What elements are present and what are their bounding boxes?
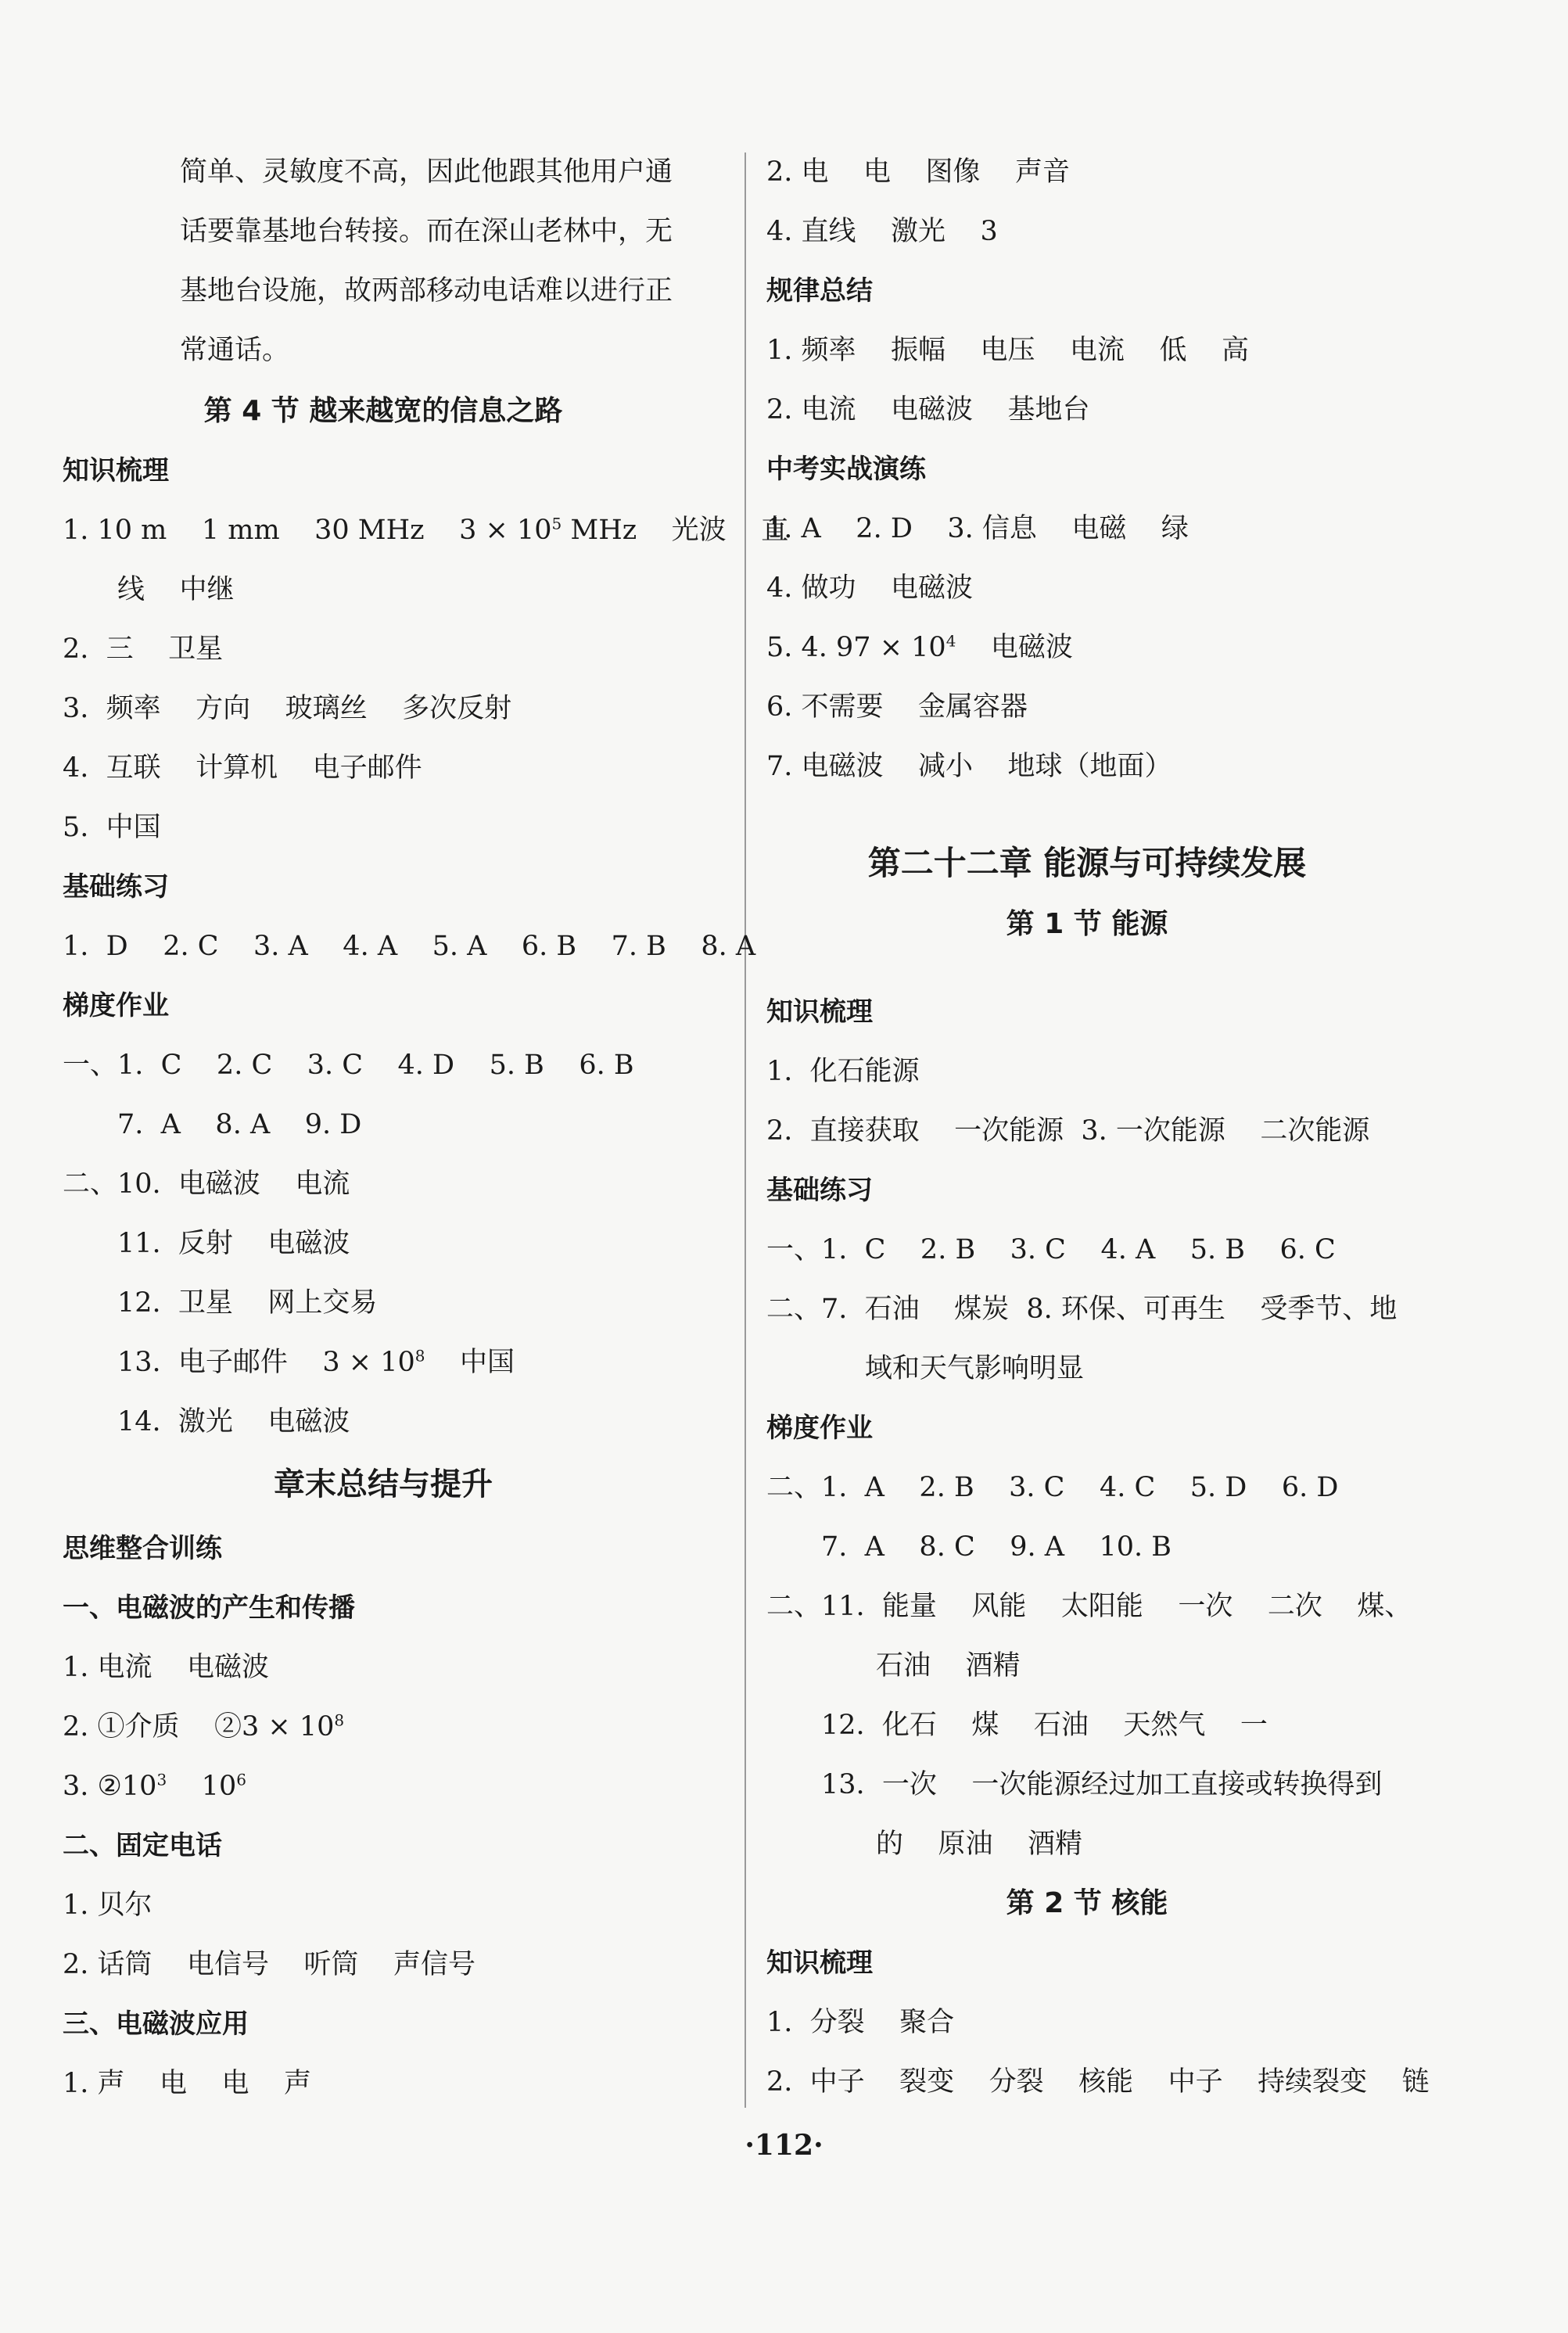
answer-line: 石油 酒精 [876, 1650, 1021, 1682]
subheading-topic: 二、固定电话 [63, 1830, 222, 1861]
answer-line: 的 原油 酒精 [876, 1829, 1083, 1860]
page-number: ·112· [745, 2129, 823, 2162]
subheading-gradient: 梯度作业 [63, 990, 169, 1021]
answer-line: 1. 电流 电磁波 [63, 1652, 270, 1683]
answer-line: 2. 中子 裂变 分裂 核能 中子 持续裂变 链 [766, 2066, 1430, 2098]
summary-title: 章末总结与提升 [274, 1466, 493, 1502]
column-divider [745, 153, 746, 2108]
subheading-knowledge: 知识梳理 [766, 1947, 873, 1979]
answer-line: 1. 10 m 1 mm 30 MHz $3 \times 10^5$ MHz 光波 直 [63, 514, 789, 546]
answer-line: 12. 化石 煤 石油 天然气 一 [821, 1710, 1268, 1741]
answer-line: 4. 互联 计算机 电子邮件 [63, 752, 422, 784]
answer-line: 常通话。 [180, 335, 290, 366]
answer-line: 2. ①介质 ②3 × $10^8$ [63, 1710, 345, 1743]
subheading-topic: 三、电磁波应用 [63, 2008, 249, 2040]
answer-line: 二、7. 石油 煤炭 8. 环保、可再生 受季节、地 [766, 1294, 1398, 1325]
answer-line: 基地台设施，故两部移动电话难以进行正 [180, 275, 673, 307]
answer-line: 1. 频率 振幅 电压 电流 低 高 [766, 335, 1250, 366]
answer-line: 12. 卫星 网上交易 [117, 1287, 378, 1319]
subheading-exam: 中考实战演练 [766, 454, 926, 485]
section-title: 第 4 节 越来越宽的信息之路 [203, 395, 563, 427]
answer-line: 7. A 8. A 9. D [117, 1109, 362, 1140]
subheading-basic: 基础练习 [63, 871, 169, 903]
answer-line: 话要靠基地台转接。而在深山老林中，无 [180, 216, 673, 247]
answer-line: 13. 电子邮件 $3 \times 10^8$ 中国 [117, 1346, 515, 1378]
answer-line: 1. 贝尔 [63, 1890, 152, 1921]
answer-line: 5. 4. $97 \times 10^4$ 电磁波 [766, 631, 1073, 663]
answer-line: 1. 声 电 电 声 [63, 2068, 312, 2099]
subheading-topic: 一、电磁波的产生和传播 [63, 1592, 355, 1624]
answer-line: 7. A 8. C 9. A 10. B [821, 1531, 1172, 1563]
answer-line: 二、10. 电磁波 电流 [63, 1168, 350, 1200]
answer-line: 2. 直接获取 一次能源 3. 一次能源 二次能源 [766, 1115, 1370, 1147]
answer-line: 简单、灵敏度不高，因此他跟其他用户通 [180, 156, 673, 188]
answer-line: 一、1. C 2. B 3. C 4. A 5. B 6. C [766, 1234, 1336, 1265]
subheading-knowledge: 知识梳理 [63, 455, 169, 486]
subheading-thinking: 思维整合训练 [63, 1533, 222, 1564]
subheading-knowledge: 知识梳理 [766, 996, 873, 1028]
answer-line: 2. 话筒 电信号 听筒 声信号 [63, 1949, 476, 1980]
subheading-basic: 基础练习 [766, 1175, 873, 1206]
answer-line: 一、1. C 2. C 3. C 4. D 5. B 6. B [63, 1050, 634, 1081]
answer-line: 13. 一次 一次能源经过加工直接或转换得到 [821, 1769, 1383, 1800]
answer-line: 域和天气影响明显 [865, 1353, 1085, 1384]
answer-line: 5. 中国 [63, 812, 161, 843]
answer-line: 2. 电流 电磁波 基地台 [766, 394, 1090, 425]
answer-line: 7. 电磁波 减小 地球（地面） [766, 751, 1172, 782]
answer-line: 二、11. 能量 风能 太阳能 一次 二次 煤、 [766, 1591, 1412, 1622]
answer-line: 2. 三 卫星 [63, 633, 224, 665]
section-title: 第 1 节 能源 [1006, 908, 1168, 940]
answer-line: 3. $②10^3$ $10^6$ [63, 1770, 246, 1802]
subheading-gradient: 梯度作业 [766, 1412, 873, 1444]
answer-line: 1. 化石能源 [766, 1056, 920, 1087]
section-title: 第 2 节 核能 [1006, 1887, 1168, 1919]
answer-line: 11. 反射 电磁波 [117, 1228, 350, 1259]
answer-line: 1. 分裂 聚合 [766, 2007, 955, 2038]
answer-line: 二、1. A 2. B 3. C 4. C 5. D 6. D [766, 1472, 1339, 1503]
answer-line: 1. A 2. D 3. 信息 电磁 绿 [766, 513, 1189, 544]
chapter-title: 第二十二章 能源与可持续发展 [867, 844, 1307, 882]
subheading-rules: 规律总结 [766, 275, 873, 307]
answer-line: 14. 激光 电磁波 [117, 1406, 350, 1437]
answer-line: 4. 做功 电磁波 [766, 572, 974, 604]
answer-line: 2. 电 电 图像 声音 [766, 156, 1071, 188]
answer-line: 6. 不需要 金属容器 [766, 691, 1028, 723]
answer-line: 4. 直线 激光 3 [766, 216, 998, 247]
answer-line: 3. 频率 方向 玻璃丝 多次反射 [63, 693, 512, 724]
answer-line: 线 中继 [117, 574, 235, 605]
answer-line: 1. D 2. C 3. A 4. A 5. A 6. B 7. B 8. A [63, 931, 756, 962]
